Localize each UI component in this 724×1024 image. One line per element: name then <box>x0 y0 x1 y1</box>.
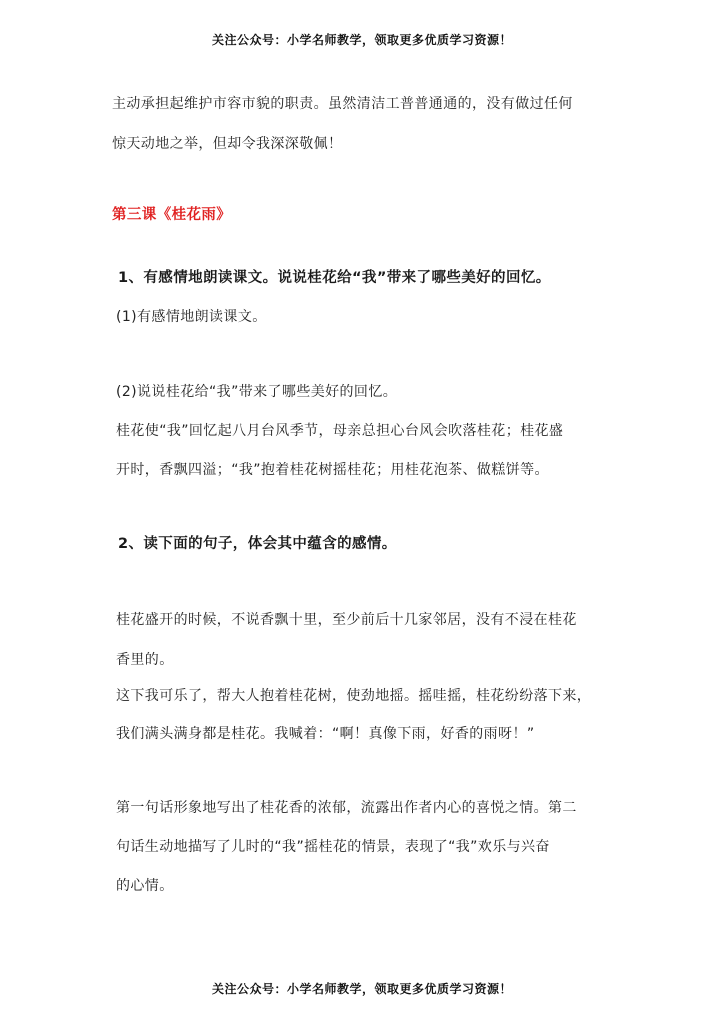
page-footer: 关注公众号：小学名师教学，领取更多优质学习资源！ <box>211 982 512 996</box>
q2-answer-line-3: 的心情。 <box>116 878 174 894</box>
page-header: 关注公众号：小学名师教学，领取更多优质学习资源！ <box>211 33 512 47</box>
question-2: 2、读下面的句子，体会其中蕴含的感情。 <box>118 536 397 552</box>
q2-quote-line-1: 桂花盛开的时候，不说香飘十里，至少前后十几家邻居，没有不浸在桂花 <box>116 612 577 628</box>
question-1: 1、有感情地朗读课文。说说桂花给“我”带来了哪些美好的回忆。 <box>118 270 551 286</box>
q2-quote-line-3: 这下我可乐了，帮大人抱着桂花树，使劲地摇。摇哇摇，桂花纷纷落下来， <box>116 688 592 704</box>
q2-quote-line-4: 我们满头满身都是桂花。我喊着：“啊！真像下雨，好香的雨呀！” <box>116 726 535 742</box>
lesson-title: 第三课《桂花雨》 <box>112 207 232 223</box>
q2-answer-line-2: 句话生动地描写了儿时的“我”摇桂花的情景，表现了“我”欢乐与兴奋 <box>116 839 550 855</box>
q1-answer-line-1: 桂花使“我”回忆起八月台风季节，母亲总担心台风会吹落桂花；桂花盛 <box>116 423 564 439</box>
intro-line-2: 惊天动地之举，但却令我深深敬佩！ <box>112 136 343 152</box>
q2-answer-line-1: 第一句话形象地写出了桂花香的浓郁，流露出作者内心的喜悦之情。第二 <box>116 800 577 816</box>
q1-sub-item-2: (2)说说桂花给“我”带来了哪些美好的回忆。 <box>116 384 398 400</box>
intro-line-1: 主动承担起维护市容市貌的职责。虽然清洁工普普通通的，没有做过任何 <box>112 96 573 112</box>
q1-answer-line-2: 开时，香飘四溢；“我”抱着桂花树摇桂花；用桂花泡茶、做糕饼等。 <box>116 462 549 478</box>
q1-sub-item-1: (1)有感情地朗读课文。 <box>116 309 267 325</box>
q2-quote-line-2: 香里的。 <box>116 652 174 668</box>
